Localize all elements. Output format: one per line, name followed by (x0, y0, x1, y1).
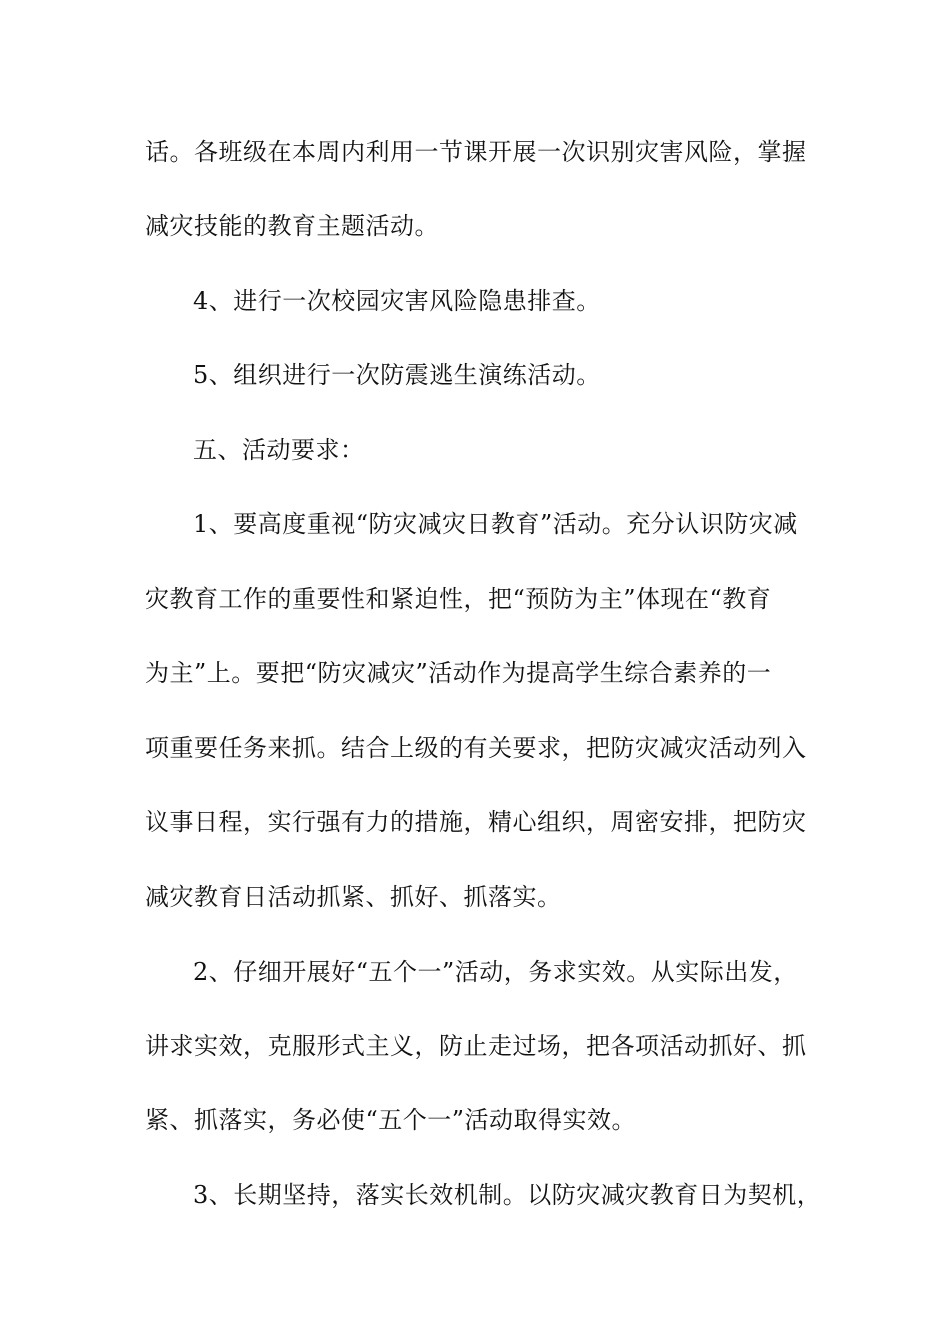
paragraph-line: 项重要任务来抓。结合上级的有关要求，把防灾减灾活动列入 (145, 734, 807, 762)
list-item: 5、组织进行一次防震逃生演练活动。 (193, 361, 601, 389)
paragraph-line: 减灾技能的教育主题活动。 (145, 212, 439, 240)
paragraph-line: 1、要高度重视“防灾减灾日教育”活动。充分认识防灾减 (193, 510, 798, 538)
paragraph-line: 为主”上。要把“防灾减灾”活动作为提高学生综合素养的一 (145, 659, 772, 687)
paragraph-line: 灾教育工作的重要性和紧迫性，把“预防为主”体现在“教育 (145, 585, 772, 613)
list-item: 4、进行一次校园灾害风险隐患排查。 (193, 287, 601, 315)
paragraph-line: 2、仔细开展好“五个一”活动，务求实效。从实际出发， (193, 958, 798, 986)
paragraph-line: 减灾教育日活动抓紧、抓好、抓落实。 (145, 883, 562, 911)
paragraph-line: 讲求实效，克服形式主义，防止走过场，把各项活动抓好、抓 (145, 1032, 807, 1060)
paragraph-line: 紧、抓落实，务必使“五个一”活动取得实效。 (145, 1106, 637, 1134)
paragraph-line: 话。各班级在本周内利用一节课开展一次识别灾害风险，掌握 (145, 138, 807, 166)
paragraph-line: 议事日程，实行强有力的措施，精心组织，周密安排，把防灾 (145, 808, 807, 836)
section-heading: 五、活动要求： (193, 436, 365, 464)
paragraph-line: 3、长期坚持，落实长效机制。以防灾减灾教育日为契机， (193, 1181, 822, 1209)
